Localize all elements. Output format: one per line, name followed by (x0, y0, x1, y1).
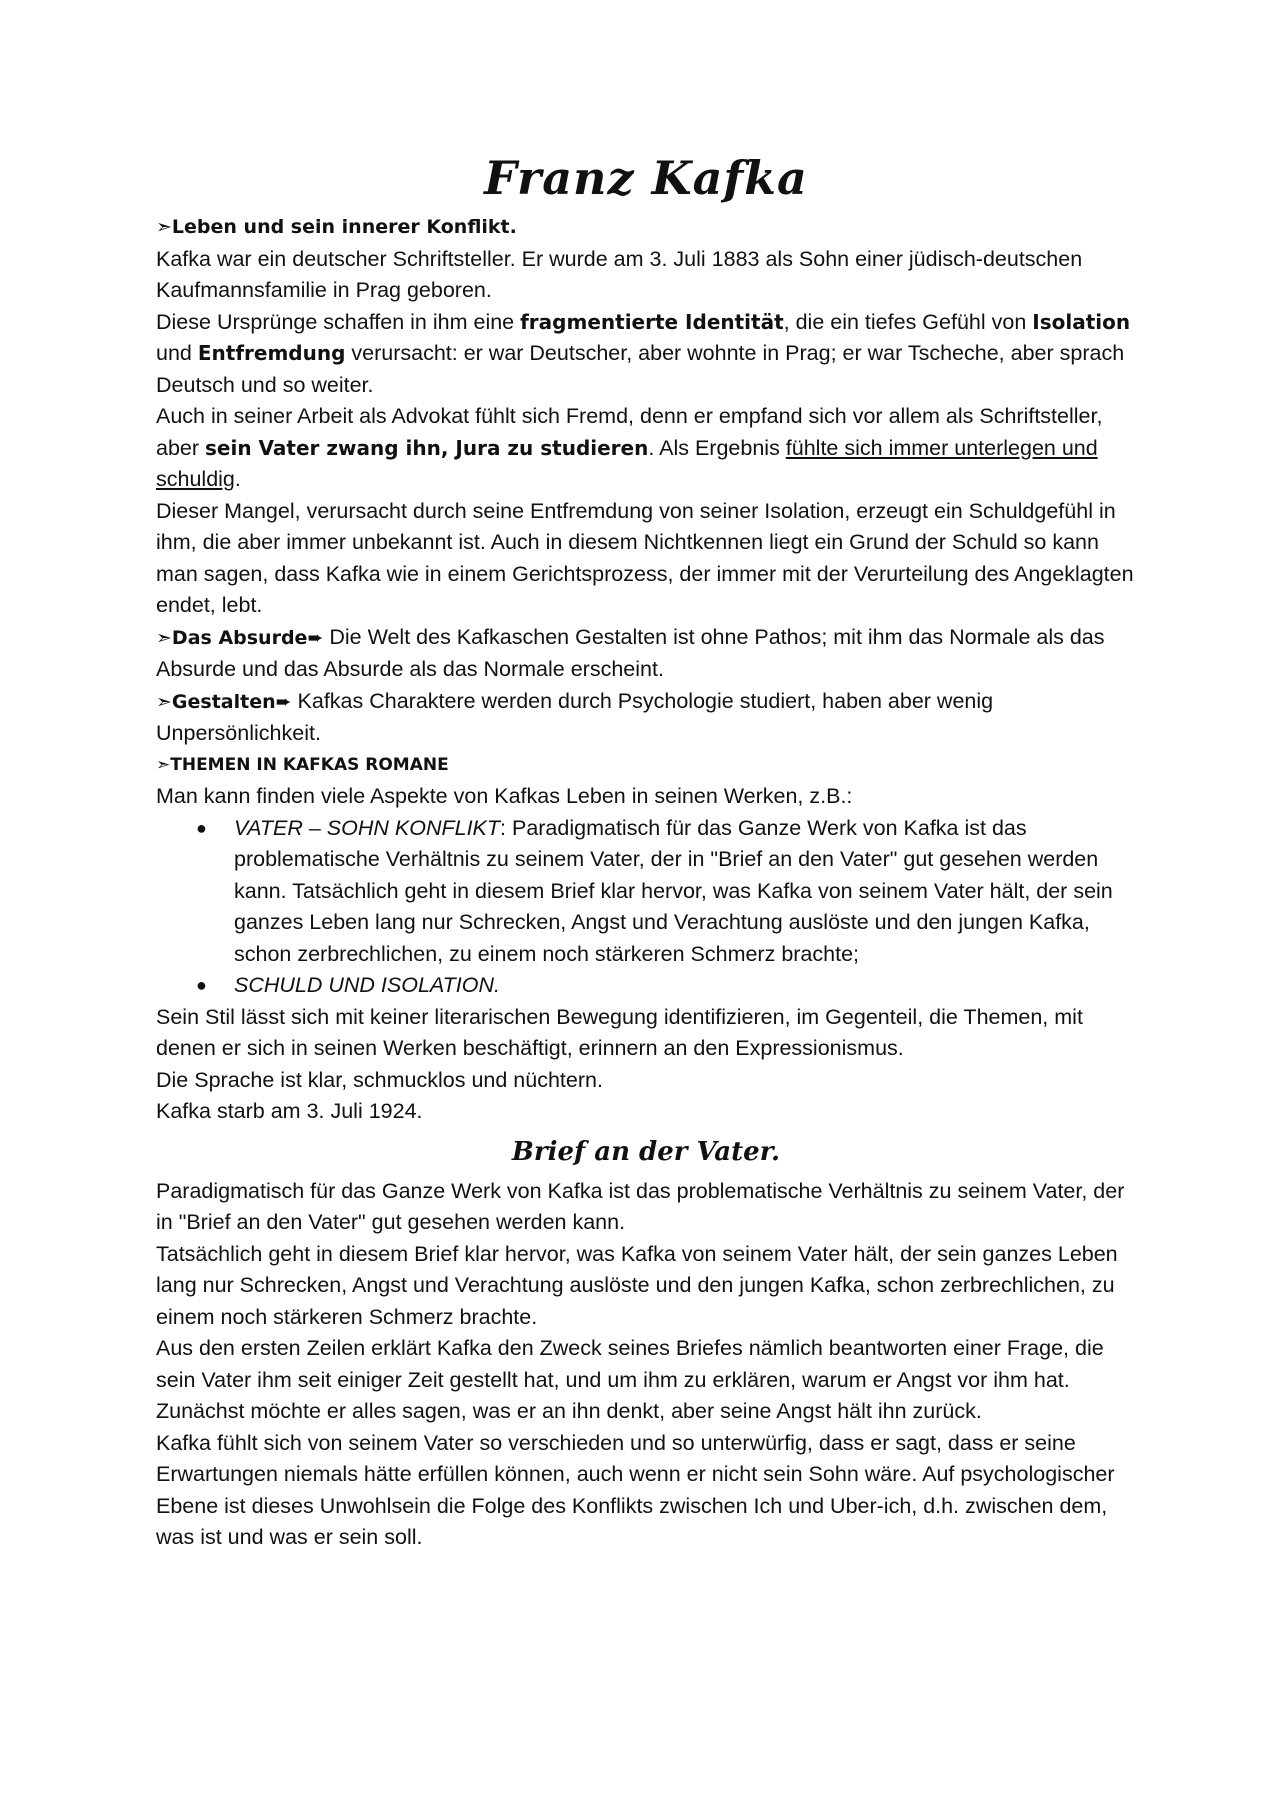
heading-marker-icon: ➣ (156, 690, 172, 713)
bullet-icon: ● (196, 817, 207, 838)
paragraph-themen-intro: Man kann finden viele Aspekte von Kafkas Leben in seinen Werken, z.B.: (156, 784, 853, 808)
heading-text: Leben und sein innerer Konflikt. (171, 216, 517, 238)
bold-term: Isolation (1032, 309, 1131, 334)
themen-list (156, 813, 1136, 1002)
bold-term: sein Vater zwang ihn, Jura zu studieren (205, 435, 649, 460)
list-item: ● SCHULD UND ISOLATION. (156, 970, 1136, 1002)
paragraph-brief-4: Kafka fühlt sich von seinem Vater so verschieden und so unterwürfig, dass er sagt, dass er seine Erwartungen niemals hätte erfüllen können, auch wenn er nicht sein Sohn wäre. Auf psychologischer (156, 1430, 1115, 1486)
heading-marker-icon: ➣ (156, 754, 171, 775)
paragraph-birth: Kafka war ein deutscher Schriftsteller. Er wurde am 3. Juli 1883 als Sohn einer jüdisch-deutschen Kaufmannsfamilie in Prag geboren. (156, 246, 1083, 302)
document-page (156, 150, 1136, 1554)
paragraph-brief-3: Aus den ersten Zeilen erklärt Kafka den Zweck seines Briefes nämlich beantworten einer Frage, die sein Vater ihm seit einiger Zeit gestellt hat, und um ihm zu erklären, warum er Angst vor ihm hat. Zunächst möchte er alles sagen, was er an ihn denkt, aber seine Angst hält ihn zurück. (156, 1336, 1104, 1423)
paragraph-death: Kafka starb am 3. Juli 1924. (156, 1099, 423, 1123)
paragraph-brief-1: Paradigmatisch für das Ganze Werk von Kafka ist das problematische Verhältnis zu seinem Vater, der in "Brief an den Vater" gut gesehen werden kann. (156, 1178, 1125, 1234)
paragraph-absurde: ➣Das Absurde➨ Die Welt des Kafkaschen Gestalten ist ohne Pathos; mit ihm das Normale als das Absurde und das Absurde als das Normale erscheint. (156, 624, 1105, 681)
arrow-icon: ➨ (275, 690, 292, 713)
paragraph-brief-2: Tatsächlich geht in diesem Brief klar hervor, was Kafka von seinem Vater hält, der sein ganzes Leben lang nur Schrecken, Angst und Verachtung auslöste und den jungen Kafka, schon zerbrechlichen, zu einem noch stärkeren Schmerz brachte. (156, 1241, 1118, 1329)
absurde-label: Das Absurde (171, 626, 308, 649)
section-title-brief: Brief an der Vater. (511, 1136, 781, 1167)
paragraph-brief-5: Ebene ist dieses Unwohlsein die Folge des Konflikts zwischen Ich und Uber-ich, d.h. zwischen dem, was ist und was er sein soll. (156, 1493, 1108, 1549)
list-item: ● VATER – SOHN KONFLIKT: Paradigmatisch für das Ganze Werk von Kafka ist das problematische Verhältnis zu seinem Vater, der in "Brief an den Vater" gut gesehen werden kann. Tatsächlich geht in diesem Brief klar hervor, was Kafka von seinem Vater hält, der sein ganzes Leben lang nur Schrecken, Angst und Verachtung auslöste und den jungen Kafka, schon zerbrechlichen, zu einem noch stärkeren Schmerz brachte; (156, 813, 1136, 971)
bold-term: fragmentierte Identität (520, 309, 784, 334)
bullet-icon: ● (196, 975, 207, 995)
paragraph-schuld: Dieser Mangel, verursacht durch seine Entfremdung von seiner Isolation, erzeugt ein Schuldgefühl in ihm, die aber immer unbekannt ist. Auch in diesem Nichtkennen liegt ein Grund der Schuld so kann man sagen, dass Kafka wie in einem Gerichtsprozess, der immer mit der Verurteilung des Angeklagten endet, lebt. (156, 498, 1134, 617)
paragraph-identity: Diese Ursprünge schaffen in ihm eine fragmentierte Identität, die ein tiefes Gefühl von Isolation und Entfremdung verursacht: er war Deutscher, aber wohnte in Prag; er war Tscheche, aber sprach Deutsch und so weiter. (156, 309, 1131, 397)
heading-marker-icon: ➣ (156, 626, 172, 649)
page-title: Franz Kafka (484, 151, 808, 205)
paragraph-advokat: Auch in seiner Arbeit als Advokat fühlt sich Fremd, denn er empfand sich vor allem als Schriftsteller, aber sein Vater zwang ihn, Jura zu studieren. Als Ergebnis fühlte sich immer unterlegen und schuldig. (156, 404, 1103, 491)
paragraph-gestalten: ➣Gestalten➨ Kafkas Charaktere werden durch Psychologie studiert, haben aber wenig Unpersönlichkeit. (156, 688, 994, 745)
underlined-text: fühlte sich immer unterlegen und schuldig (156, 435, 1098, 491)
heading-text: THEMEN IN KAFKAS ROMANE (170, 754, 449, 775)
bold-term: Entfremdung (197, 341, 346, 365)
section-heading-themen (156, 750, 1136, 782)
paragraph-sprache: Die Sprache ist klar, schmucklos und nüchtern. (156, 1067, 603, 1092)
paragraph-stil: Sein Stil lässt sich mit keiner literarischen Bewegung identifizieren, im Gegenteil, die Themen, mit denen er sich in seinen Werken beschäftigt, erinnern an den Expressionismus. (156, 1004, 1083, 1060)
gestalten-label: Gestalten (171, 690, 276, 713)
heading-marker-icon: ➣ (156, 216, 172, 238)
arrow-icon: ➨ (307, 626, 324, 649)
section-heading-leben (156, 212, 1136, 244)
